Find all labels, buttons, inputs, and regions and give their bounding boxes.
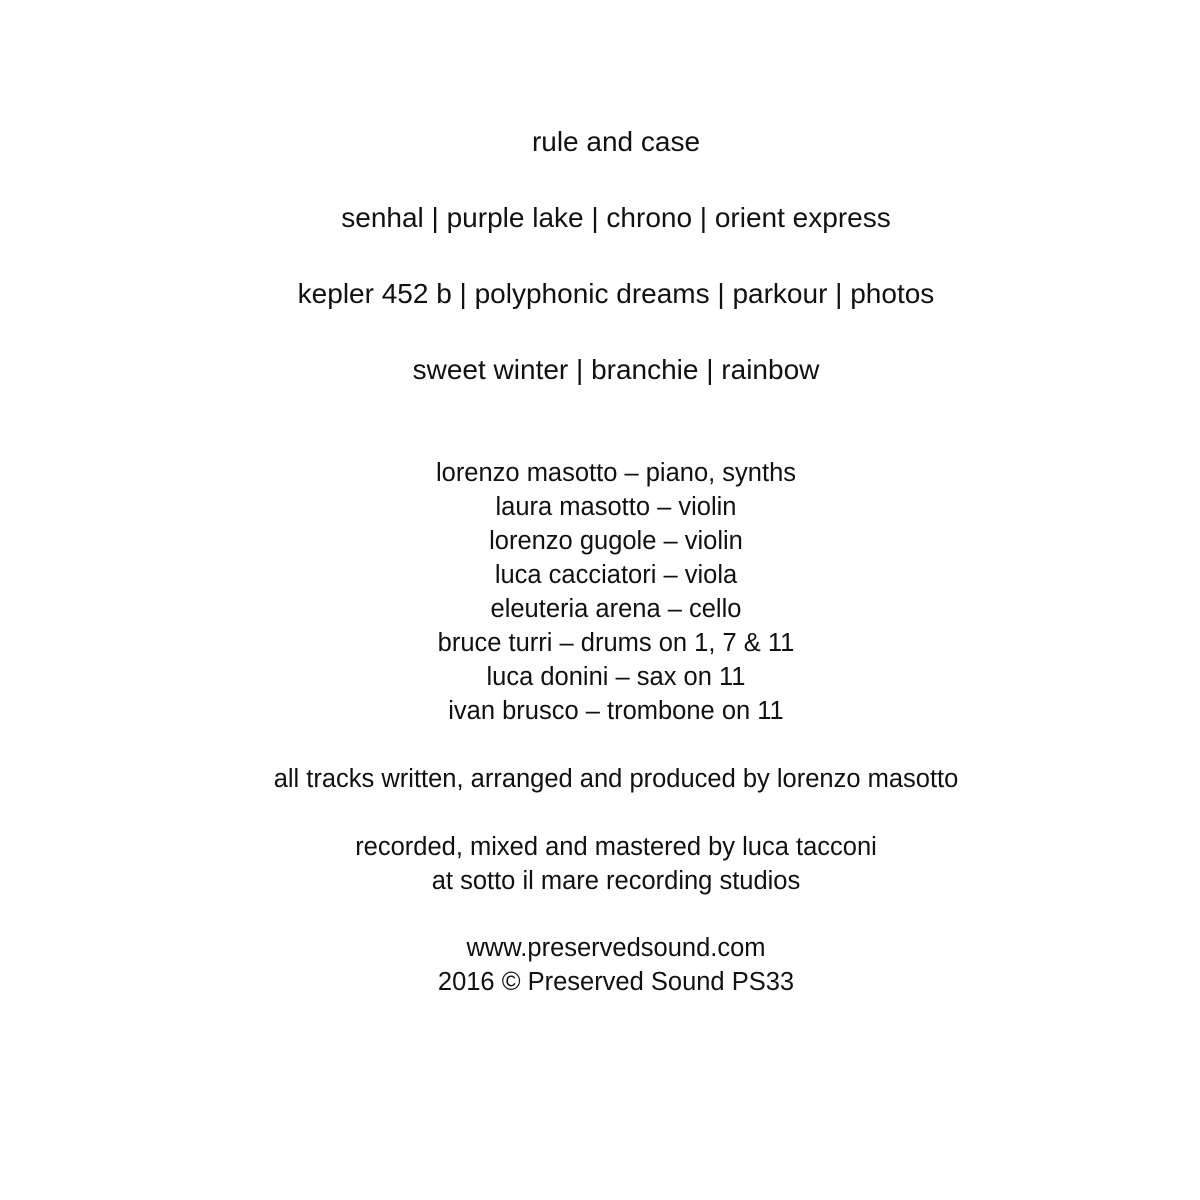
copyright-notice: 2016 © Preserved Sound PS33	[437, 968, 795, 996]
writing-credit: all tracks written, arranged and produced by lorenzo masotto	[273, 765, 959, 793]
tracklist-line: sweet winter | branchie | rainbow	[412, 354, 820, 385]
credit-line: laura masotto – violin	[495, 493, 737, 521]
recording-credit: recorded, mixed and mastered by luca tacconi	[355, 833, 877, 861]
website-link[interactable]: www.preservedsound.com	[466, 934, 766, 962]
studio-credit: at sotto il mare recording studios	[431, 867, 801, 895]
credit-line: bruce turri – drums on 1, 7 & 11	[437, 629, 795, 657]
credit-line: eleuteria arena – cello	[490, 595, 742, 623]
tracklist-line: rule and case	[531, 126, 701, 157]
credit-line: luca donini – sax on 11	[486, 663, 746, 691]
credit-line: lorenzo masotto – piano, synths	[435, 459, 797, 487]
credit-line: luca cacciatori – viola	[494, 561, 738, 589]
tracklist-line: senhal | purple lake | chrono | orient express	[341, 202, 891, 233]
credit-line: lorenzo gugole – violin	[489, 527, 743, 555]
tracklist-line: kepler 452 b | polyphonic dreams | parkour | photos	[297, 278, 935, 309]
credit-line: ivan brusco – trombone on 11	[448, 697, 784, 725]
